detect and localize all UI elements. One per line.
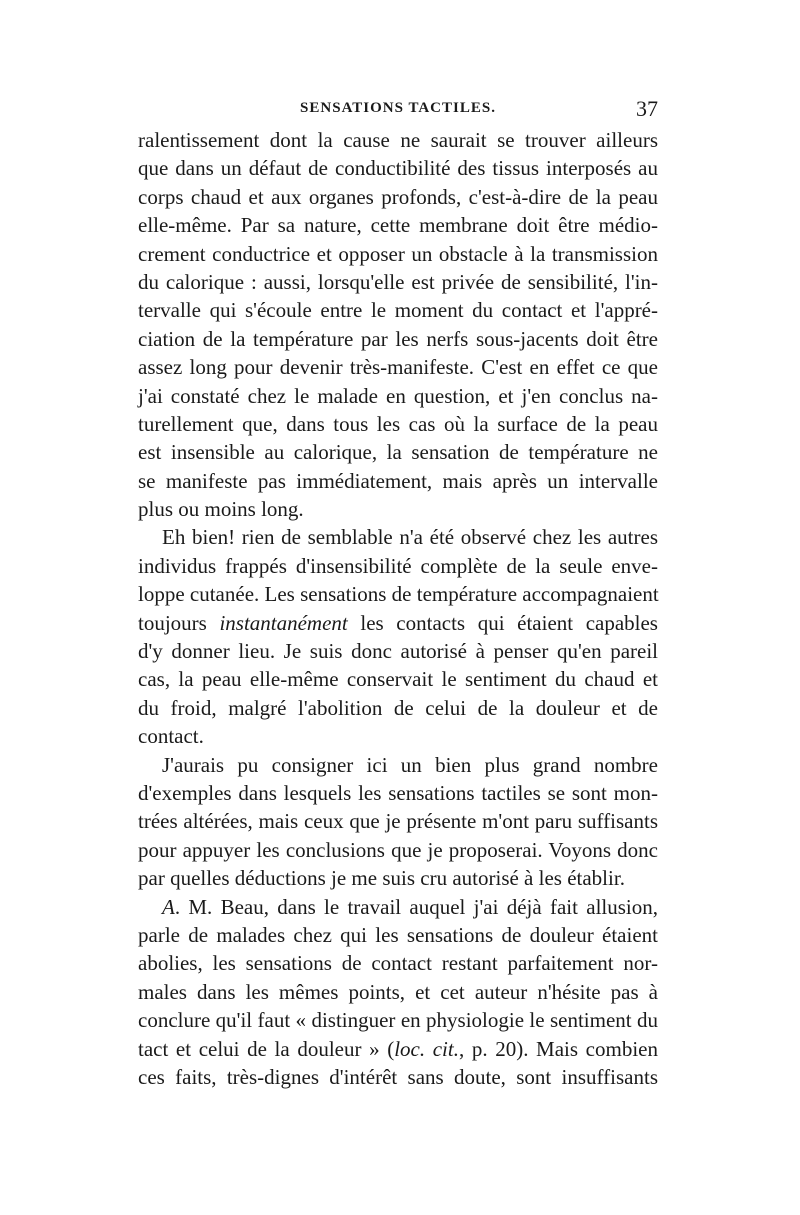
text-line (138, 609, 658, 637)
text-line (138, 893, 658, 921)
text-line: turellement que, dans tous les cas où la surface de la peau (138, 411, 658, 436)
text-line (138, 1035, 658, 1063)
text-segment: tact et celui de la douleur » ( (138, 1036, 395, 1061)
italic-text: A (162, 894, 175, 919)
italic-text: instantanément (219, 610, 348, 635)
text-line: elle-même. Par sa nature, cette membrane doit être médio- (138, 213, 658, 238)
text-segment: les contacts qui étaient capables (347, 610, 658, 635)
text-line: tervalle qui s'écoule entre le moment du contact et l'appré- (138, 298, 658, 323)
text-line: ralentissement dont la cause ne saurait se trouver ailleurs (138, 128, 658, 152)
text-line: j'ai constaté chez le malade en question, et j'en conclus na- (138, 383, 658, 408)
text-segment: . M. Beau, dans le travail auquel j'ai déjà fait allusion, (174, 894, 658, 919)
text-line: males dans les mêmes points, et cet auteur n'hésite pas à (138, 979, 658, 1004)
text-line: Eh bien! rien de semblable n'a été observé chez les autres (162, 525, 658, 550)
text-line: pour appuyer les conclusions que je proposerai. Voyons donc (138, 837, 658, 862)
running-header (138, 96, 658, 126)
text-line: abolies, les sensations de contact restant parfaitement nor- (138, 951, 658, 976)
text-line: individus frappés d'insensibilité complète de la seule enve- (138, 553, 658, 578)
text-line: J'aurais pu consigner ici un bien plus grand nombre (162, 752, 658, 777)
text-line: ces faits, très-dignes d'intérêt sans doute, sont insuffisants (138, 1064, 658, 1089)
page-number: 37 (636, 96, 658, 121)
text-line: corps chaud et aux organes profonds, c'est-à-dire de la peau (138, 184, 658, 209)
text-line: plus ou moins long. (138, 497, 304, 522)
italic-text: loc. cit. (394, 1036, 459, 1061)
text-line: crement conductrice et opposer un obstacle à la transmission (138, 241, 658, 266)
text-line: loppe cutanée. Les sensations de température accompagnaient (138, 582, 659, 607)
text-line: se manifeste pas immédiatement, mais après un intervalle (138, 468, 658, 493)
text-segment: toujours (138, 610, 220, 635)
text-line: parle de malades chez qui les sensations de douleur étaient (138, 922, 658, 947)
text-line: cas, la peau elle-même conservait le sentiment du chaud et (138, 667, 658, 692)
text-line: conclure qu'il faut « distinguer en physiologie le sentiment du (138, 1008, 658, 1033)
text-line: contact. (138, 724, 204, 749)
text-segment: , p. 20). Mais combien (458, 1036, 658, 1061)
text-line: d'y donner lieu. Je suis donc autorisé à penser qu'en pareil (138, 639, 658, 664)
text-line: par quelles déductions je me suis cru autorisé à les établir. (138, 866, 625, 891)
body-text (138, 126, 658, 1091)
text-line: est insensible au calorique, la sensation de température ne (138, 440, 658, 465)
text-line: du froid, malgré l'abolition de celui de la douleur et de (138, 695, 658, 720)
text-line: assez long pour devenir très-manifeste. C'est en effet ce que (138, 355, 658, 380)
running-title: SENSATIONS TACTILES. (300, 100, 496, 116)
text-line: d'exemples dans lesquels les sensations tactiles se sont mon- (138, 780, 658, 805)
text-line: du calorique : aussi, lorsqu'elle est privée de sensibilité, l'in- (138, 269, 658, 294)
text-line: trées altérées, mais ceux que je présente m'ont paru suffisants (138, 809, 658, 834)
text-line: que dans un défaut de conductibilité des tissus interposés au (138, 156, 658, 181)
text-line: ciation de la température par les nerfs sous-jacents doit être (138, 326, 658, 351)
